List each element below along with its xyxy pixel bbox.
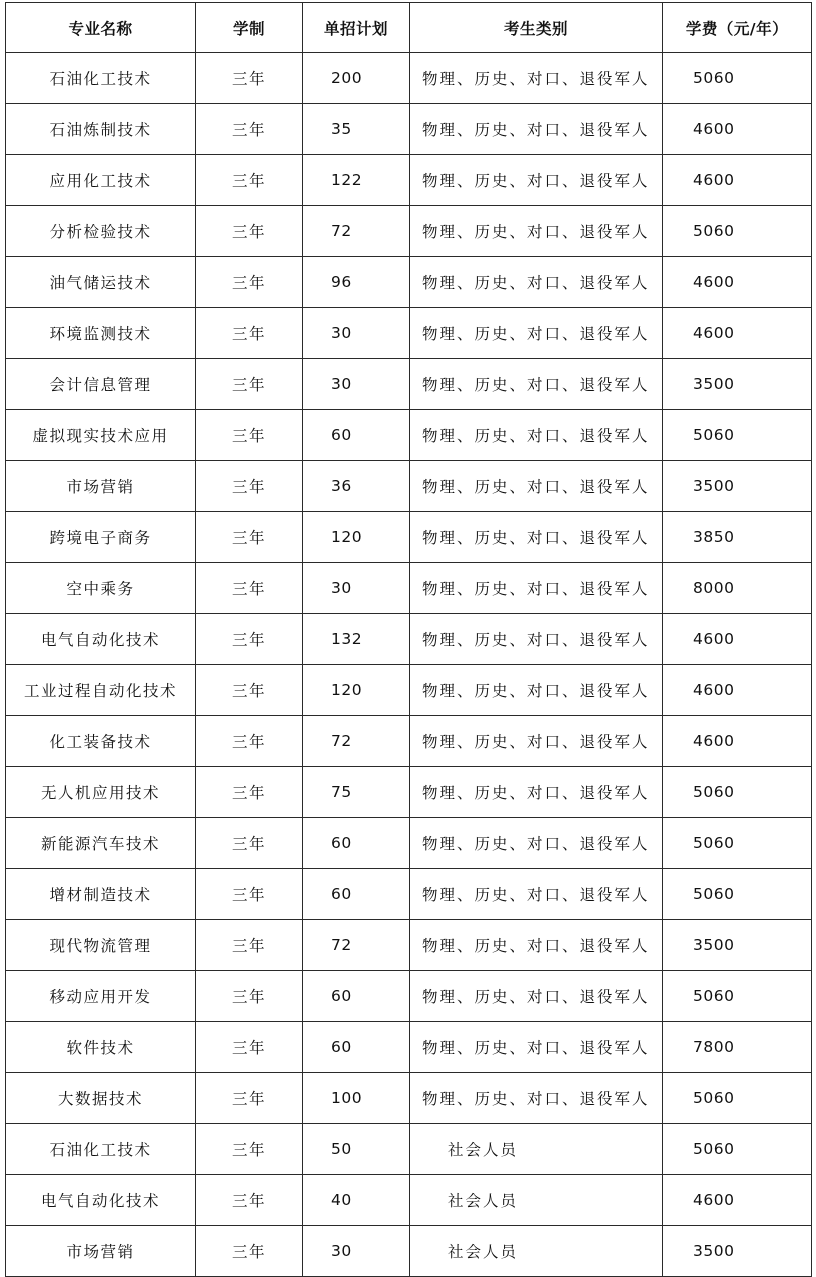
tuition-cell: 3500	[663, 461, 812, 512]
enrollment-plan-cell: 60	[303, 818, 410, 869]
major-name-cell: 石油化工技术	[6, 1124, 196, 1175]
tuition-cell: 3850	[663, 512, 812, 563]
enrollment-plan-cell: 132	[303, 614, 410, 665]
enrollment-plan-cell: 60	[303, 410, 410, 461]
candidate-category-cell: 物理、历史、对口、退役军人	[410, 155, 663, 206]
enrollment-plan-cell: 120	[303, 665, 410, 716]
major-name-cell: 跨境电子商务	[6, 512, 196, 563]
candidate-category-cell: 社会人员	[410, 1226, 663, 1277]
candidate-category-cell: 物理、历史、对口、退役军人	[410, 359, 663, 410]
candidate-category-cell: 物理、历史、对口、退役军人	[410, 257, 663, 308]
major-name-cell: 会计信息管理	[6, 359, 196, 410]
table-row	[6, 1175, 812, 1226]
table-row	[6, 1226, 812, 1277]
duration-cell: 三年	[196, 257, 303, 308]
tuition-cell: 5060	[663, 1073, 812, 1124]
major-name-cell: 现代物流管理	[6, 920, 196, 971]
tuition-cell: 5060	[663, 1124, 812, 1175]
duration-cell: 三年	[196, 1175, 303, 1226]
tuition-cell: 5060	[663, 869, 812, 920]
candidate-category-cell: 社会人员	[410, 1124, 663, 1175]
tuition-cell: 4600	[663, 257, 812, 308]
table-row	[6, 1022, 812, 1073]
major-name-cell: 应用化工技术	[6, 155, 196, 206]
enrollment-plan-cell: 120	[303, 512, 410, 563]
major-name-cell: 油气储运技术	[6, 257, 196, 308]
major-name-cell: 市场营销	[6, 1226, 196, 1277]
candidate-category-cell: 物理、历史、对口、退役军人	[410, 971, 663, 1022]
candidate-category-cell: 物理、历史、对口、退役军人	[410, 665, 663, 716]
enrollment-plan-cell: 30	[303, 1226, 410, 1277]
header-candidate-category: 考生类别	[410, 3, 663, 53]
tuition-cell: 4600	[663, 614, 812, 665]
table-row	[6, 767, 812, 818]
duration-cell: 三年	[196, 1226, 303, 1277]
enrollment-plan-cell: 60	[303, 971, 410, 1022]
enrollment-plan-cell: 30	[303, 563, 410, 614]
tuition-cell: 3500	[663, 920, 812, 971]
tuition-cell: 4600	[663, 308, 812, 359]
table-row	[6, 53, 812, 104]
table-row	[6, 155, 812, 206]
table-row	[6, 716, 812, 767]
tuition-cell: 7800	[663, 1022, 812, 1073]
major-name-cell: 大数据技术	[6, 1073, 196, 1124]
enrollment-plan-cell: 35	[303, 104, 410, 155]
major-name-cell: 新能源汽车技术	[6, 818, 196, 869]
duration-cell: 三年	[196, 155, 303, 206]
duration-cell: 三年	[196, 614, 303, 665]
table-row	[6, 257, 812, 308]
major-name-cell: 电气自动化技术	[6, 614, 196, 665]
table-row	[6, 614, 812, 665]
major-name-cell: 石油化工技术	[6, 53, 196, 104]
tuition-cell: 5060	[663, 971, 812, 1022]
enrollment-plan-cell: 200	[303, 53, 410, 104]
duration-cell: 三年	[196, 767, 303, 818]
header-enrollment-plan: 单招计划	[303, 3, 410, 53]
major-name-cell: 空中乘务	[6, 563, 196, 614]
duration-cell: 三年	[196, 563, 303, 614]
major-name-cell: 分析检验技术	[6, 206, 196, 257]
candidate-category-cell: 物理、历史、对口、退役军人	[410, 716, 663, 767]
enrollment-plan-cell: 72	[303, 206, 410, 257]
duration-cell: 三年	[196, 461, 303, 512]
duration-cell: 三年	[196, 1073, 303, 1124]
table-row	[6, 665, 812, 716]
major-name-cell: 市场营销	[6, 461, 196, 512]
enrollment-plan-cell: 75	[303, 767, 410, 818]
duration-cell: 三年	[196, 716, 303, 767]
tuition-cell: 5060	[663, 818, 812, 869]
tuition-cell: 4600	[663, 665, 812, 716]
header-duration: 学制	[196, 3, 303, 53]
table-row	[6, 818, 812, 869]
candidate-category-cell: 物理、历史、对口、退役军人	[410, 53, 663, 104]
candidate-category-cell: 物理、历史、对口、退役军人	[410, 818, 663, 869]
duration-cell: 三年	[196, 206, 303, 257]
tuition-cell: 5060	[663, 410, 812, 461]
candidate-category-cell: 物理、历史、对口、退役军人	[410, 563, 663, 614]
tuition-cell: 4600	[663, 1175, 812, 1226]
tuition-cell: 8000	[663, 563, 812, 614]
table-row	[6, 971, 812, 1022]
duration-cell: 三年	[196, 818, 303, 869]
major-name-cell: 电气自动化技术	[6, 1175, 196, 1226]
table-row	[6, 308, 812, 359]
duration-cell: 三年	[196, 410, 303, 461]
candidate-category-cell: 物理、历史、对口、退役军人	[410, 104, 663, 155]
tuition-cell: 4600	[663, 155, 812, 206]
candidate-category-cell: 物理、历史、对口、退役军人	[410, 920, 663, 971]
table-row	[6, 461, 812, 512]
tuition-cell: 4600	[663, 716, 812, 767]
candidate-category-cell: 物理、历史、对口、退役军人	[410, 767, 663, 818]
tuition-cell: 4600	[663, 104, 812, 155]
candidate-category-cell: 物理、历史、对口、退役军人	[410, 461, 663, 512]
duration-cell: 三年	[196, 359, 303, 410]
candidate-category-cell: 物理、历史、对口、退役军人	[410, 614, 663, 665]
table-row	[6, 920, 812, 971]
major-name-cell: 工业过程自动化技术	[6, 665, 196, 716]
enrollment-plan-cell: 72	[303, 920, 410, 971]
duration-cell: 三年	[196, 665, 303, 716]
candidate-category-cell: 物理、历史、对口、退役军人	[410, 410, 663, 461]
table-row	[6, 104, 812, 155]
candidate-category-cell: 物理、历史、对口、退役军人	[410, 1073, 663, 1124]
major-name-cell: 增材制造技术	[6, 869, 196, 920]
candidate-category-cell: 社会人员	[410, 1175, 663, 1226]
duration-cell: 三年	[196, 1022, 303, 1073]
candidate-category-cell: 物理、历史、对口、退役军人	[410, 869, 663, 920]
candidate-category-cell: 物理、历史、对口、退役军人	[410, 512, 663, 563]
major-name-cell: 化工装备技术	[6, 716, 196, 767]
table-row	[6, 410, 812, 461]
tuition-cell: 3500	[663, 1226, 812, 1277]
duration-cell: 三年	[196, 971, 303, 1022]
header-tuition: 学费（元/年）	[663, 3, 812, 53]
enrollment-plan-cell: 100	[303, 1073, 410, 1124]
enrollment-plan-cell: 60	[303, 1022, 410, 1073]
enrollment-plan-table	[5, 2, 812, 1277]
table-header-row	[6, 3, 812, 53]
table-row	[6, 563, 812, 614]
candidate-category-cell: 物理、历史、对口、退役军人	[410, 206, 663, 257]
candidate-category-cell: 物理、历史、对口、退役军人	[410, 308, 663, 359]
duration-cell: 三年	[196, 869, 303, 920]
table-row	[6, 512, 812, 563]
major-name-cell: 石油炼制技术	[6, 104, 196, 155]
header-major-name: 专业名称	[6, 3, 196, 53]
table-row	[6, 1073, 812, 1124]
major-name-cell: 无人机应用技术	[6, 767, 196, 818]
enrollment-plan-cell: 122	[303, 155, 410, 206]
duration-cell: 三年	[196, 53, 303, 104]
major-name-cell: 软件技术	[6, 1022, 196, 1073]
duration-cell: 三年	[196, 308, 303, 359]
tuition-cell: 3500	[663, 359, 812, 410]
duration-cell: 三年	[196, 512, 303, 563]
enrollment-plan-cell: 60	[303, 869, 410, 920]
tuition-cell: 5060	[663, 767, 812, 818]
table-row	[6, 1124, 812, 1175]
enrollment-plan-cell: 30	[303, 359, 410, 410]
table-row	[6, 206, 812, 257]
enrollment-plan-cell: 36	[303, 461, 410, 512]
enrollment-plan-cell: 40	[303, 1175, 410, 1226]
duration-cell: 三年	[196, 104, 303, 155]
enrollment-plan-cell: 72	[303, 716, 410, 767]
table-row	[6, 359, 812, 410]
table-row	[6, 869, 812, 920]
tuition-cell: 5060	[663, 206, 812, 257]
enrollment-plan-cell: 50	[303, 1124, 410, 1175]
duration-cell: 三年	[196, 1124, 303, 1175]
enrollment-plan-cell: 96	[303, 257, 410, 308]
duration-cell: 三年	[196, 920, 303, 971]
major-name-cell: 环境监测技术	[6, 308, 196, 359]
tuition-cell: 5060	[663, 53, 812, 104]
enrollment-plan-cell: 30	[303, 308, 410, 359]
candidate-category-cell: 物理、历史、对口、退役军人	[410, 1022, 663, 1073]
major-name-cell: 虚拟现实技术应用	[6, 410, 196, 461]
major-name-cell: 移动应用开发	[6, 971, 196, 1022]
